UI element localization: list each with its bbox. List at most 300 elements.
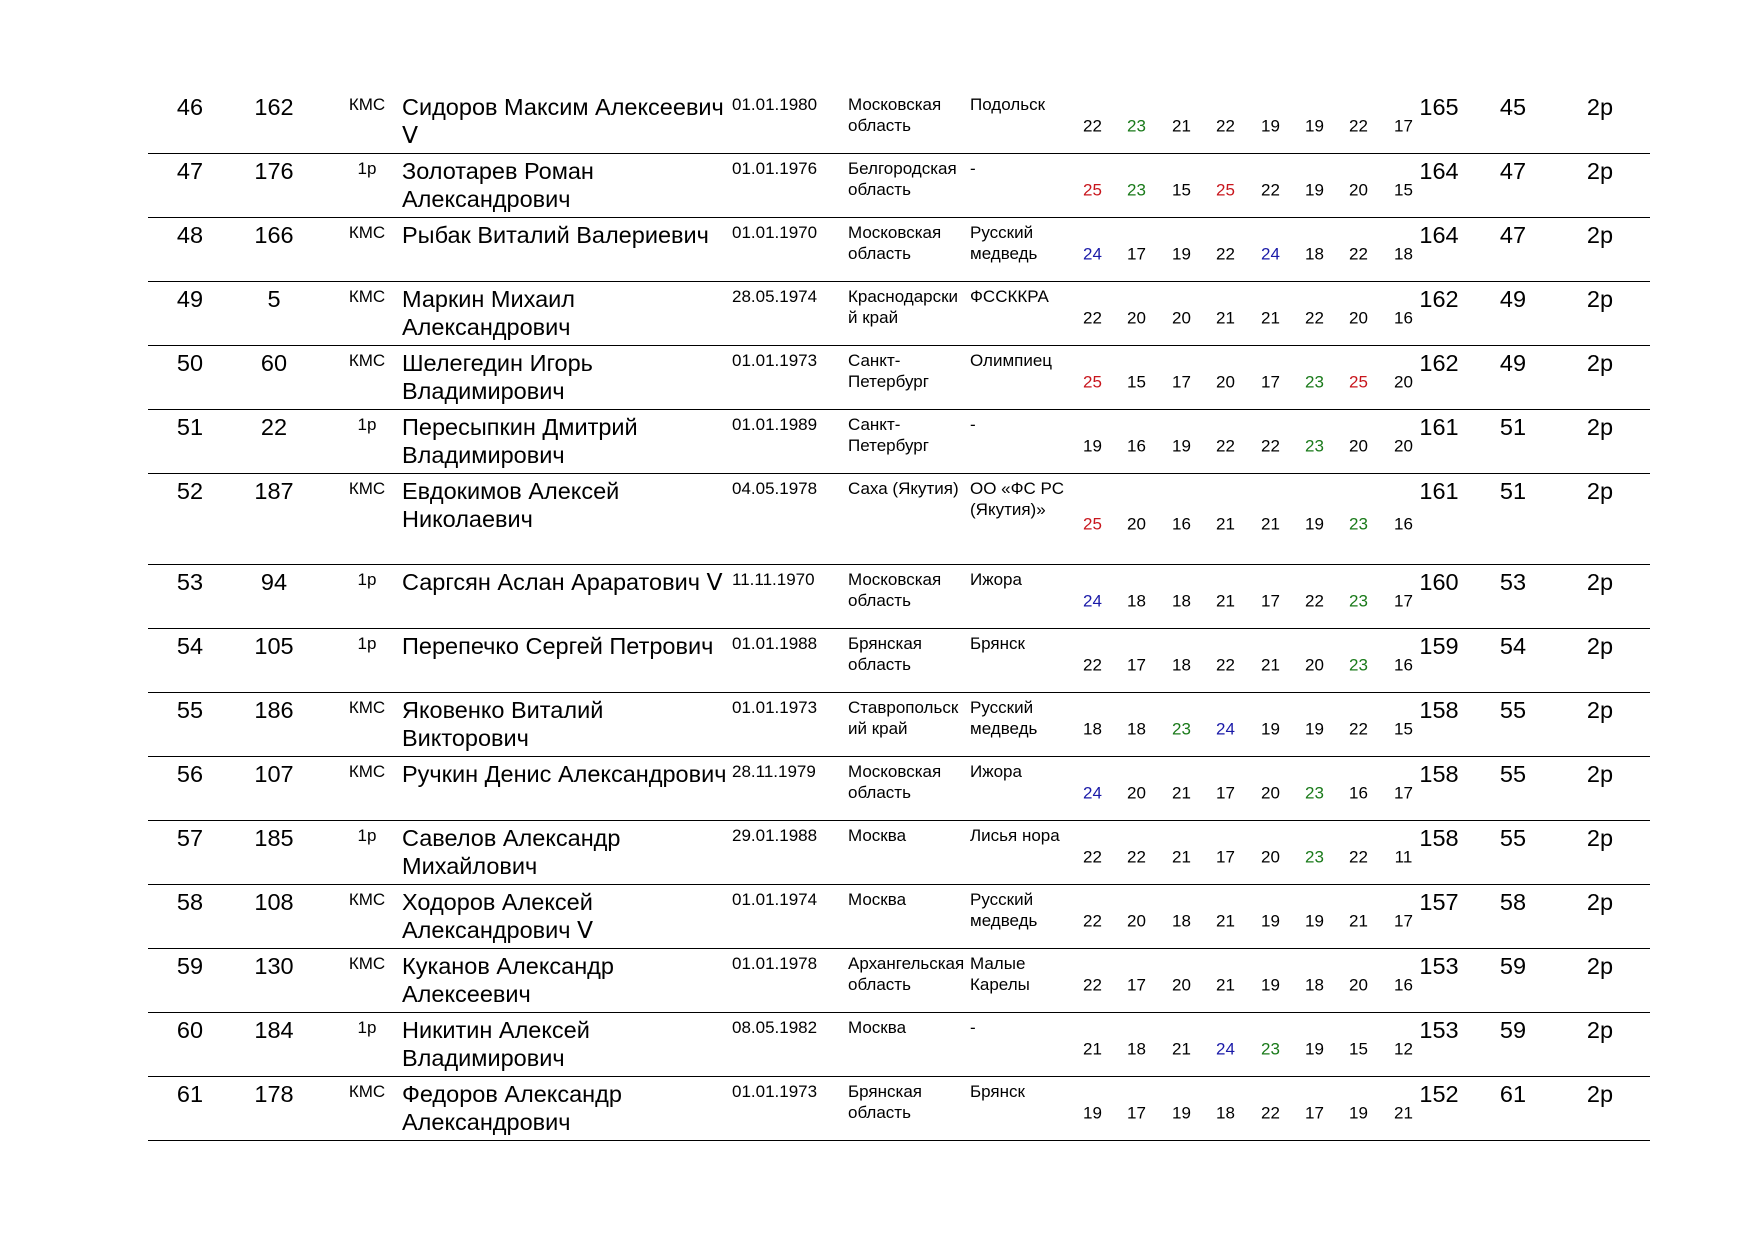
round-score: 22 xyxy=(1083,116,1102,136)
round-score: 25 xyxy=(1083,372,1102,392)
round-score: 21 xyxy=(1216,514,1235,533)
final-position: 45 xyxy=(1499,94,1527,120)
final-position: 49 xyxy=(1499,350,1527,376)
round-scores xyxy=(1070,154,1432,217)
round-score: 20 xyxy=(1349,975,1368,995)
round-score: 16 xyxy=(1127,436,1146,456)
round-scores xyxy=(1070,757,1432,820)
place-cell: 58 xyxy=(176,889,204,915)
round-score: 20 xyxy=(1394,372,1413,392)
sport-rank: КМС xyxy=(348,762,386,781)
round-score: 22 xyxy=(1261,436,1280,456)
final-position: 59 xyxy=(1499,1017,1527,1043)
round-score: 22 xyxy=(1305,308,1324,328)
round-score: 12 xyxy=(1394,1039,1413,1059)
round-scores xyxy=(1070,410,1432,473)
birth-date: 29.01.1988 xyxy=(732,826,818,845)
round-score: 16 xyxy=(1394,514,1413,533)
round-score: 18 xyxy=(1172,655,1191,675)
total-score: 161 xyxy=(1419,414,1459,440)
athlete-name: Саргсян Аслан Араратович ᐯ xyxy=(402,569,723,595)
athlete-name: Маркин Михаил Александрович xyxy=(402,286,575,340)
round-score: 23 xyxy=(1305,783,1324,803)
round-score: 16 xyxy=(1349,783,1368,803)
round-score: 18 xyxy=(1216,1103,1235,1123)
round-score: 22 xyxy=(1261,1103,1280,1123)
birth-date: 04.05.1978 xyxy=(732,479,818,498)
athlete-name: Пересыпкин Дмитрий Владимирович xyxy=(402,414,638,468)
club: Русский медведь xyxy=(970,890,1038,930)
total-score: 153 xyxy=(1419,953,1459,979)
round-score: 25 xyxy=(1083,514,1102,533)
total-score: 158 xyxy=(1419,761,1459,787)
round-score: 22 xyxy=(1305,591,1324,611)
round-score: 22 xyxy=(1216,436,1235,456)
bib-number: 22 xyxy=(260,414,288,440)
round-score: 18 xyxy=(1305,244,1324,264)
round-score: 23 xyxy=(1349,655,1368,675)
round-score: 25 xyxy=(1083,180,1102,200)
region: Брянская область xyxy=(848,1082,922,1122)
total-score: 164 xyxy=(1419,222,1459,248)
birth-date: 01.01.1980 xyxy=(732,95,818,114)
club: Лисья нора xyxy=(970,826,1060,845)
category: 2р xyxy=(1586,761,1614,787)
bib-number: 178 xyxy=(254,1081,294,1107)
table-row xyxy=(148,821,1650,885)
region: Московская область xyxy=(848,570,942,610)
round-score: 19 xyxy=(1172,244,1191,264)
round-score: 20 xyxy=(1261,783,1280,803)
birth-date: 01.01.1973 xyxy=(732,351,818,370)
round-score: 18 xyxy=(1305,975,1324,995)
sport-rank: 1р xyxy=(357,159,377,178)
table-row xyxy=(148,410,1650,474)
round-score: 21 xyxy=(1394,1103,1413,1123)
total-score: 159 xyxy=(1419,633,1459,659)
round-score: 21 xyxy=(1349,911,1368,931)
round-score: 15 xyxy=(1394,180,1413,200)
round-score: 17 xyxy=(1172,372,1191,392)
final-position: 51 xyxy=(1499,478,1527,504)
round-score: 18 xyxy=(1172,911,1191,931)
round-score: 22 xyxy=(1083,847,1102,867)
round-score: 25 xyxy=(1349,372,1368,392)
round-score: 17 xyxy=(1394,911,1413,931)
round-score: 19 xyxy=(1261,911,1280,931)
round-score: 21 xyxy=(1172,847,1191,867)
round-scores xyxy=(1070,1077,1432,1140)
birth-date: 01.01.1974 xyxy=(732,890,818,909)
round-score: 16 xyxy=(1394,975,1413,995)
bib-number: 166 xyxy=(254,222,294,248)
birth-date: 28.11.1979 xyxy=(732,762,816,781)
round-score: 19 xyxy=(1172,436,1191,456)
place-cell: 60 xyxy=(176,1017,204,1043)
bib-number: 185 xyxy=(254,825,294,851)
round-score: 22 xyxy=(1349,719,1368,739)
club: - xyxy=(970,415,976,434)
round-score: 22 xyxy=(1216,244,1235,264)
sport-rank: КМС xyxy=(348,1082,386,1101)
birth-date: 01.01.1973 xyxy=(732,1082,818,1101)
final-position: 47 xyxy=(1499,222,1527,248)
club: Олимпиец xyxy=(970,351,1053,370)
round-score: 16 xyxy=(1394,655,1413,675)
total-score: 160 xyxy=(1419,569,1459,595)
athlete-name: Куканов Александр Алексеевич xyxy=(402,953,614,1007)
bib-number: 60 xyxy=(260,350,288,376)
club: Малые Карелы xyxy=(970,954,1030,994)
sport-rank: 1р xyxy=(357,570,377,589)
region: Московская область xyxy=(848,223,942,263)
round-score: 21 xyxy=(1172,116,1191,136)
round-score: 17 xyxy=(1127,975,1146,995)
round-score: 18 xyxy=(1127,1039,1146,1059)
round-score: 19 xyxy=(1305,911,1324,931)
category: 2р xyxy=(1586,697,1614,723)
round-score: 23 xyxy=(1305,436,1324,456)
round-score: 22 xyxy=(1349,116,1368,136)
round-score: 21 xyxy=(1261,514,1280,533)
round-score: 21 xyxy=(1216,308,1235,328)
athlete-name: Шелегедин Игорь Владимирович xyxy=(402,350,593,404)
total-score: 158 xyxy=(1419,825,1459,851)
round-scores xyxy=(1070,821,1432,884)
round-score: 24 xyxy=(1216,719,1235,739)
round-score: 22 xyxy=(1083,655,1102,675)
sport-rank: 1р xyxy=(357,634,377,653)
place-cell: 61 xyxy=(176,1081,204,1107)
club: Ижора xyxy=(970,570,1022,589)
round-score: 18 xyxy=(1394,244,1413,264)
round-score: 22 xyxy=(1083,911,1102,931)
bib-number: 94 xyxy=(260,569,288,595)
table-row xyxy=(148,474,1650,565)
round-score: 20 xyxy=(1349,180,1368,200)
round-score: 15 xyxy=(1172,180,1191,200)
athlete-name: Ходоров Алексей Александрович ᐯ xyxy=(402,889,594,943)
place-cell: 48 xyxy=(176,222,204,248)
final-position: 55 xyxy=(1499,697,1527,723)
final-position: 53 xyxy=(1499,569,1527,595)
round-scores xyxy=(1070,1013,1432,1076)
table-row xyxy=(148,885,1650,949)
sport-rank: 1р xyxy=(357,415,377,434)
final-position: 51 xyxy=(1499,414,1527,440)
final-position: 61 xyxy=(1499,1081,1527,1107)
club: Подольск xyxy=(970,95,1046,114)
round-scores xyxy=(1070,282,1432,345)
round-score: 16 xyxy=(1394,308,1413,328)
sport-rank: КМС xyxy=(348,287,386,306)
round-scores xyxy=(1070,218,1432,281)
round-score: 20 xyxy=(1127,911,1146,931)
sport-rank: КМС xyxy=(348,479,386,498)
place-cell: 54 xyxy=(176,633,204,659)
category: 2р xyxy=(1586,414,1614,440)
round-score: 15 xyxy=(1127,372,1146,392)
category: 2р xyxy=(1586,286,1614,312)
round-score: 19 xyxy=(1261,116,1280,136)
round-score: 17 xyxy=(1261,591,1280,611)
region: Московская область xyxy=(848,95,942,135)
sport-rank: КМС xyxy=(348,95,386,114)
round-score: 23 xyxy=(1127,180,1146,200)
bib-number: 186 xyxy=(254,697,294,723)
final-position: 59 xyxy=(1499,953,1527,979)
birth-date: 28.05.1974 xyxy=(732,287,818,306)
athlete-name: Перепечко Сергей Петрович xyxy=(402,633,714,659)
round-score: 23 xyxy=(1349,591,1368,611)
round-score: 20 xyxy=(1349,308,1368,328)
table-row xyxy=(148,629,1650,693)
table-row xyxy=(148,693,1650,757)
round-score: 20 xyxy=(1349,436,1368,456)
birth-date: 01.01.1989 xyxy=(732,415,818,434)
final-position: 55 xyxy=(1499,761,1527,787)
round-scores xyxy=(1070,949,1432,1012)
round-score: 23 xyxy=(1349,514,1368,533)
region: Московская область xyxy=(848,762,942,802)
round-score: 19 xyxy=(1305,116,1324,136)
category: 2р xyxy=(1586,158,1614,184)
round-scores xyxy=(1070,90,1432,153)
bib-number: 162 xyxy=(254,94,294,120)
region: Москва xyxy=(848,826,907,845)
region: Ставропольский край xyxy=(848,698,959,738)
round-score: 20 xyxy=(1261,847,1280,867)
round-score: 23 xyxy=(1305,372,1324,392)
place-cell: 50 xyxy=(176,350,204,376)
round-score: 22 xyxy=(1349,244,1368,264)
round-score: 22 xyxy=(1083,975,1102,995)
total-score: 165 xyxy=(1419,94,1459,120)
round-score: 18 xyxy=(1127,591,1146,611)
athlete-name: Рыбак Виталий Валериевич xyxy=(402,222,709,248)
category: 2р xyxy=(1586,825,1614,851)
round-score: 17 xyxy=(1216,783,1235,803)
round-score: 24 xyxy=(1216,1039,1235,1059)
round-score: 20 xyxy=(1305,655,1324,675)
final-position: 58 xyxy=(1499,889,1527,915)
club: ФССККРА xyxy=(970,287,1049,306)
table-row xyxy=(148,218,1650,282)
round-score: 17 xyxy=(1127,655,1146,675)
round-score: 24 xyxy=(1083,244,1102,264)
round-scores xyxy=(1070,474,1432,564)
bib-number: 184 xyxy=(254,1017,294,1043)
birth-date: 01.01.1978 xyxy=(732,954,818,973)
round-score: 17 xyxy=(1305,1103,1324,1123)
category: 2р xyxy=(1586,569,1614,595)
round-score: 21 xyxy=(1216,975,1235,995)
round-score: 22 xyxy=(1349,847,1368,867)
sport-rank: КМС xyxy=(348,351,386,370)
round-score: 21 xyxy=(1216,591,1235,611)
region: Белгородская область xyxy=(848,159,957,199)
round-score: 17 xyxy=(1394,591,1413,611)
final-position: 55 xyxy=(1499,825,1527,851)
round-score: 24 xyxy=(1261,244,1280,264)
bib-number: 5 xyxy=(267,286,281,312)
club: Русский медведь xyxy=(970,223,1038,263)
category: 2р xyxy=(1586,1017,1614,1043)
round-score: 19 xyxy=(1305,180,1324,200)
sport-rank: 1р xyxy=(357,826,377,845)
club: - xyxy=(970,1018,976,1037)
place-cell: 46 xyxy=(176,94,204,120)
region: Москва xyxy=(848,890,907,909)
category: 2р xyxy=(1586,1081,1614,1107)
region: Брянская область xyxy=(848,634,922,674)
round-score: 20 xyxy=(1127,783,1146,803)
club: Ижора xyxy=(970,762,1022,781)
category: 2р xyxy=(1586,94,1614,120)
birth-date: 01.01.1988 xyxy=(732,634,818,653)
region: Санкт-Петербург xyxy=(848,351,929,391)
total-score: 161 xyxy=(1419,478,1459,504)
bib-number: 130 xyxy=(254,953,294,979)
sport-rank: КМС xyxy=(348,890,386,909)
round-score: 20 xyxy=(1394,436,1413,456)
round-score: 21 xyxy=(1216,911,1235,931)
round-score: 18 xyxy=(1083,719,1102,739)
round-score: 21 xyxy=(1083,1039,1102,1059)
table-row xyxy=(148,949,1650,1013)
birth-date: 11.11.1970 xyxy=(732,570,815,589)
birth-date: 01.01.1970 xyxy=(732,223,818,242)
round-score: 20 xyxy=(1172,975,1191,995)
athlete-name: Федоров Александр Александрович xyxy=(402,1081,622,1135)
place-cell: 56 xyxy=(176,761,204,787)
table-row xyxy=(148,154,1650,218)
sport-rank: КМС xyxy=(348,223,386,242)
total-score: 153 xyxy=(1419,1017,1459,1043)
total-score: 164 xyxy=(1419,158,1459,184)
place-cell: 55 xyxy=(176,697,204,723)
region: Архангельская область xyxy=(848,954,965,994)
table-row xyxy=(148,282,1650,346)
athlete-name: Никитин Алексей Владимирович xyxy=(402,1017,590,1071)
round-score: 20 xyxy=(1172,308,1191,328)
round-score: 19 xyxy=(1349,1103,1368,1123)
total-score: 162 xyxy=(1419,350,1459,376)
round-score: 19 xyxy=(1083,436,1102,456)
sport-rank: КМС xyxy=(348,954,386,973)
round-score: 19 xyxy=(1261,975,1280,995)
round-score: 22 xyxy=(1083,308,1102,328)
table-row xyxy=(148,1013,1650,1077)
region: Саха (Якутия) xyxy=(848,479,959,498)
round-scores xyxy=(1070,693,1432,756)
round-score: 17 xyxy=(1127,244,1146,264)
club: Брянск xyxy=(970,1082,1025,1101)
region: Санкт-Петербург xyxy=(848,415,929,455)
round-score: 22 xyxy=(1127,847,1146,867)
bib-number: 108 xyxy=(254,889,294,915)
birth-date: 01.01.1976 xyxy=(732,159,818,178)
round-score: 22 xyxy=(1216,116,1235,136)
bib-number: 105 xyxy=(254,633,294,659)
round-score: 20 xyxy=(1216,372,1235,392)
place-cell: 59 xyxy=(176,953,204,979)
birth-date: 08.05.1982 xyxy=(732,1018,818,1037)
round-scores xyxy=(1070,565,1432,628)
final-position: 47 xyxy=(1499,158,1527,184)
round-score: 25 xyxy=(1216,180,1235,200)
round-score: 23 xyxy=(1172,719,1191,739)
round-score: 21 xyxy=(1261,308,1280,328)
round-score: 17 xyxy=(1127,1103,1146,1123)
round-score: 19 xyxy=(1305,1039,1324,1059)
round-score: 15 xyxy=(1394,719,1413,739)
round-score: 21 xyxy=(1261,655,1280,675)
birth-date: 01.01.1973 xyxy=(732,698,818,717)
round-score: 19 xyxy=(1083,1103,1102,1123)
round-score: 20 xyxy=(1127,308,1146,328)
athlete-name: Евдокимов Алексей Николаевич xyxy=(402,478,620,532)
sport-rank: 1р xyxy=(357,1018,377,1037)
round-score: 24 xyxy=(1083,783,1102,803)
round-score: 20 xyxy=(1127,514,1146,533)
athlete-name: Золотарев Роман Александрович xyxy=(402,158,594,212)
round-scores xyxy=(1070,629,1432,692)
round-score: 15 xyxy=(1349,1039,1368,1059)
category: 2р xyxy=(1586,953,1614,979)
table-row xyxy=(148,757,1650,821)
athlete-name: Яковенко Виталий Викторович xyxy=(402,697,604,751)
bib-number: 107 xyxy=(254,761,294,787)
region: Краснодарский край xyxy=(848,287,959,327)
round-score: 17 xyxy=(1216,847,1235,867)
round-score: 23 xyxy=(1305,847,1324,867)
round-score: 19 xyxy=(1261,719,1280,739)
round-score: 17 xyxy=(1261,372,1280,392)
total-score: 157 xyxy=(1419,889,1459,915)
round-score: 24 xyxy=(1083,591,1102,611)
round-score: 22 xyxy=(1261,180,1280,200)
round-score: 19 xyxy=(1305,719,1324,739)
place-cell: 53 xyxy=(176,569,204,595)
place-cell: 49 xyxy=(176,286,204,312)
round-score: 11 xyxy=(1394,847,1413,867)
bib-number: 176 xyxy=(254,158,294,184)
round-score: 18 xyxy=(1172,591,1191,611)
category: 2р xyxy=(1586,222,1614,248)
club: Брянск xyxy=(970,634,1025,653)
round-score: 17 xyxy=(1394,116,1413,136)
round-score: 21 xyxy=(1172,1039,1191,1059)
round-score: 23 xyxy=(1127,116,1146,136)
category: 2р xyxy=(1586,889,1614,915)
round-score: 23 xyxy=(1261,1039,1280,1059)
athlete-name: Сидоров Максим Алексеевич ᐯ xyxy=(402,94,724,148)
place-cell: 47 xyxy=(176,158,204,184)
table-row xyxy=(148,90,1650,154)
round-scores xyxy=(1070,885,1432,948)
table-row xyxy=(148,565,1650,629)
club: ОО «ФС РС (Якутия)» xyxy=(970,479,1064,519)
round-score: 21 xyxy=(1172,783,1191,803)
total-score: 152 xyxy=(1419,1081,1459,1107)
place-cell: 57 xyxy=(176,825,204,851)
region: Москва xyxy=(848,1018,907,1037)
place-cell: 52 xyxy=(176,478,204,504)
round-score: 17 xyxy=(1394,783,1413,803)
round-scores xyxy=(1070,346,1432,409)
round-score: 19 xyxy=(1172,1103,1191,1123)
